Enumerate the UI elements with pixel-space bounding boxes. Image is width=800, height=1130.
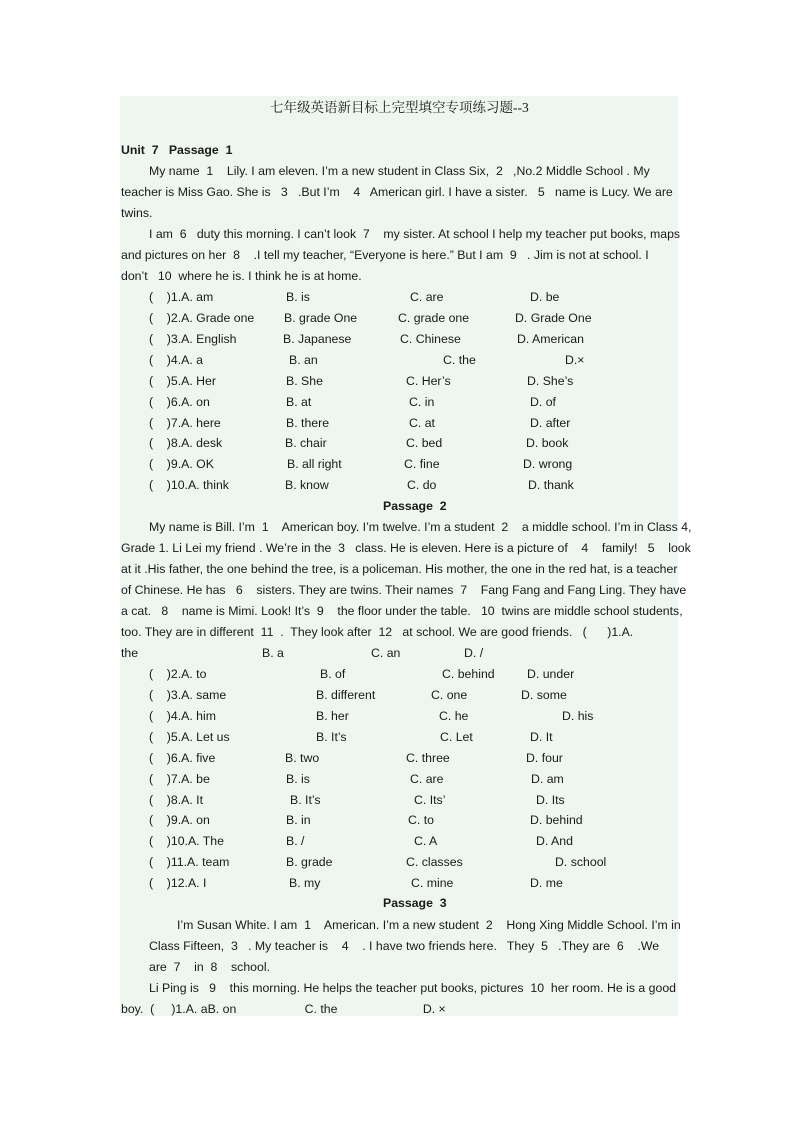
option-c: C. to xyxy=(408,813,434,827)
option-c: C. Chinese xyxy=(400,332,461,346)
option-c: C. the xyxy=(443,353,476,367)
text-line: Li Ping is 9 this morning. He helps the teacher put books, pictures 10 her room. He is a good xyxy=(149,981,676,995)
option-c: C. three xyxy=(406,751,450,765)
option-c: C. one xyxy=(431,688,468,702)
option-c: C. in xyxy=(409,395,435,409)
option-b: B. grade xyxy=(286,855,333,869)
option-b: B. know xyxy=(285,478,329,492)
passage-1-heading: Unit 7 Passage 1 xyxy=(121,143,233,157)
question-stem: ( )12.A. I xyxy=(149,876,207,890)
option-b: B. her xyxy=(316,709,349,723)
option-d: D. / xyxy=(464,646,484,660)
option-b: B. chair xyxy=(285,436,327,450)
option-d: D. American xyxy=(517,332,584,346)
option-c: C. Its’ xyxy=(414,793,446,807)
text-line: Class Fifteen, 3 . My teacher is 4 . I have two friends here. They 5 .They are 6 .We xyxy=(149,939,660,953)
option-d: D. his xyxy=(562,709,594,723)
question-stem: ( )6.A. five xyxy=(149,751,216,765)
question-stem: ( )9.A. on xyxy=(149,813,210,827)
option-b: B. / xyxy=(286,834,305,848)
option-c: C. are xyxy=(410,772,444,786)
text-line: twins. xyxy=(121,206,153,220)
text-line: are 7 in 8 school. xyxy=(149,960,270,974)
option-b: B. She xyxy=(286,374,323,388)
passage-2-heading: Passage 2 xyxy=(383,499,447,513)
question-stem: the xyxy=(121,646,139,660)
option-d: D. four xyxy=(526,751,563,765)
text-line: Grade 1. Li Lei my friend . We’re in the 3 class. He is eleven. Here is a picture of 4 family! 5 look xyxy=(121,541,691,555)
text-line: and pictures on her 8 .I tell my teacher, “Everyone is here.” But I am 9 . Jim is not at school. I xyxy=(121,248,649,262)
question-stem: ( )8.A. desk xyxy=(149,436,223,450)
text-line: I’m Susan White. I am 1 American. I’m a new student 2 Hong Xing Middle School. I’m in xyxy=(177,918,681,932)
text-line: a cat. 8 name is Mimi. Look! It’s 9 the floor under the table. 10 twins are middle school students, xyxy=(121,604,683,618)
text-line: boy. ( )1.A. aB. on C. the D. × xyxy=(121,1002,446,1016)
option-c: C. A xyxy=(414,834,438,848)
option-c: C. he xyxy=(439,709,469,723)
option-d: D. She’s xyxy=(527,374,574,388)
option-d: D. Its xyxy=(536,793,565,807)
option-c: C. are xyxy=(410,290,444,304)
option-c: C. an xyxy=(371,646,401,660)
question-stem: ( )3.A. same xyxy=(149,688,227,702)
text-line: My name 1 Lily. I am eleven. I’m a new student in Class Six, 2 ,No.2 Middle School . My xyxy=(149,164,650,178)
option-d: D. am xyxy=(531,772,564,786)
passage-3-heading: Passage 3 xyxy=(383,896,447,910)
option-d: D. after xyxy=(530,416,571,430)
option-c: C. bed xyxy=(406,436,443,450)
text-line: I am 6 duty this morning. I can’t look 7 my sister. At school I help my teacher put books, maps xyxy=(149,227,681,241)
option-c: C. fine xyxy=(404,457,440,471)
question-stem: ( )2.A. to xyxy=(149,667,207,681)
option-b: B. is xyxy=(286,772,310,786)
question-stem: ( )6.A. on xyxy=(149,395,210,409)
text-line: at it .His father, the one behind the tree, is a policeman. His mother, the one in the red hat, is a teacher xyxy=(121,562,678,576)
option-c: C. Let xyxy=(440,730,473,744)
question-stem: ( )5.A. Her xyxy=(149,374,216,388)
option-c: C. at xyxy=(409,416,435,430)
question-stem: ( )10.A. The xyxy=(149,834,224,848)
option-c: C. mine xyxy=(411,876,454,890)
question-stem: ( )4.A. him xyxy=(149,709,216,723)
option-b: B. It’s xyxy=(316,730,347,744)
option-d: D. behind xyxy=(530,813,583,827)
option-c: C. classes xyxy=(406,855,463,869)
question-stem: ( )4.A. a xyxy=(149,353,203,367)
option-d: D. some xyxy=(521,688,567,702)
option-b: B. a xyxy=(262,646,284,660)
option-b: B. of xyxy=(320,667,346,681)
question-stem: ( )8.A. It xyxy=(149,793,203,807)
option-d: D. of xyxy=(530,395,556,409)
option-d: D.× xyxy=(565,353,585,367)
question-stem: ( )7.A. here xyxy=(149,416,221,430)
question-stem: ( )10.A. think xyxy=(149,478,229,492)
option-b: B. all right xyxy=(287,457,342,471)
option-b: B. is xyxy=(286,290,310,304)
question-stem: ( )5.A. Let us xyxy=(149,730,230,744)
option-b: B. at xyxy=(286,395,312,409)
question-stem: ( )7.A. be xyxy=(149,772,210,786)
option-d: D. book xyxy=(526,436,569,450)
option-b: B. my xyxy=(289,876,321,890)
question-stem: ( )3.A. English xyxy=(149,332,237,346)
option-d: D. And xyxy=(536,834,573,848)
option-d: D. be xyxy=(530,290,560,304)
option-c: C. behind xyxy=(442,667,495,681)
option-b: B. Japanese xyxy=(283,332,352,346)
option-c: C. grade one xyxy=(398,311,470,325)
option-b: B. grade One xyxy=(284,311,358,325)
page-title: 七年级英语新目标上完型填空专项练习题--3 xyxy=(270,100,529,115)
text-line: of Chinese. He has 6 sisters. They are twins. Their names 7 Fang Fang and Fang Ling. They have xyxy=(121,583,687,597)
question-stem: ( )11.A. team xyxy=(149,855,230,869)
question-stem: ( )9.A. OK xyxy=(149,457,214,471)
option-b: B. there xyxy=(286,416,330,430)
question-stem: ( )2.A. Grade one xyxy=(149,311,255,325)
option-d: D. It xyxy=(530,730,553,744)
text-line: too. They are in different 11 . They look after 12 at school. We are good friends. ( )1.A. xyxy=(121,625,634,639)
option-d: D. me xyxy=(530,876,563,890)
text-line: teacher is Miss Gao. She is 3 .But I’m 4 American girl. I have a sister. 5 name is Lucy. We are xyxy=(121,185,673,199)
text-line: My name is Bill. I’m 1 American boy. I’m twelve. I’m a student 2 a middle school. I’m in Class 4, xyxy=(149,520,692,534)
option-d: D. school xyxy=(555,855,607,869)
option-d: D. wrong xyxy=(523,457,573,471)
option-b: B. It’s xyxy=(290,793,321,807)
option-b: B. an xyxy=(289,353,318,367)
question-stem: ( )1.A. am xyxy=(149,290,214,304)
text-line: don’t 10 where he is. I think he is at home. xyxy=(121,269,362,283)
option-b: B. different xyxy=(316,688,376,702)
option-b: B. in xyxy=(286,813,311,827)
option-d: D. under xyxy=(527,667,575,681)
option-b: B. two xyxy=(285,751,320,765)
option-c: C. Her’s xyxy=(406,374,451,388)
option-c: C. do xyxy=(407,478,437,492)
option-d: D. Grade One xyxy=(515,311,592,325)
option-d: D. thank xyxy=(528,478,574,492)
